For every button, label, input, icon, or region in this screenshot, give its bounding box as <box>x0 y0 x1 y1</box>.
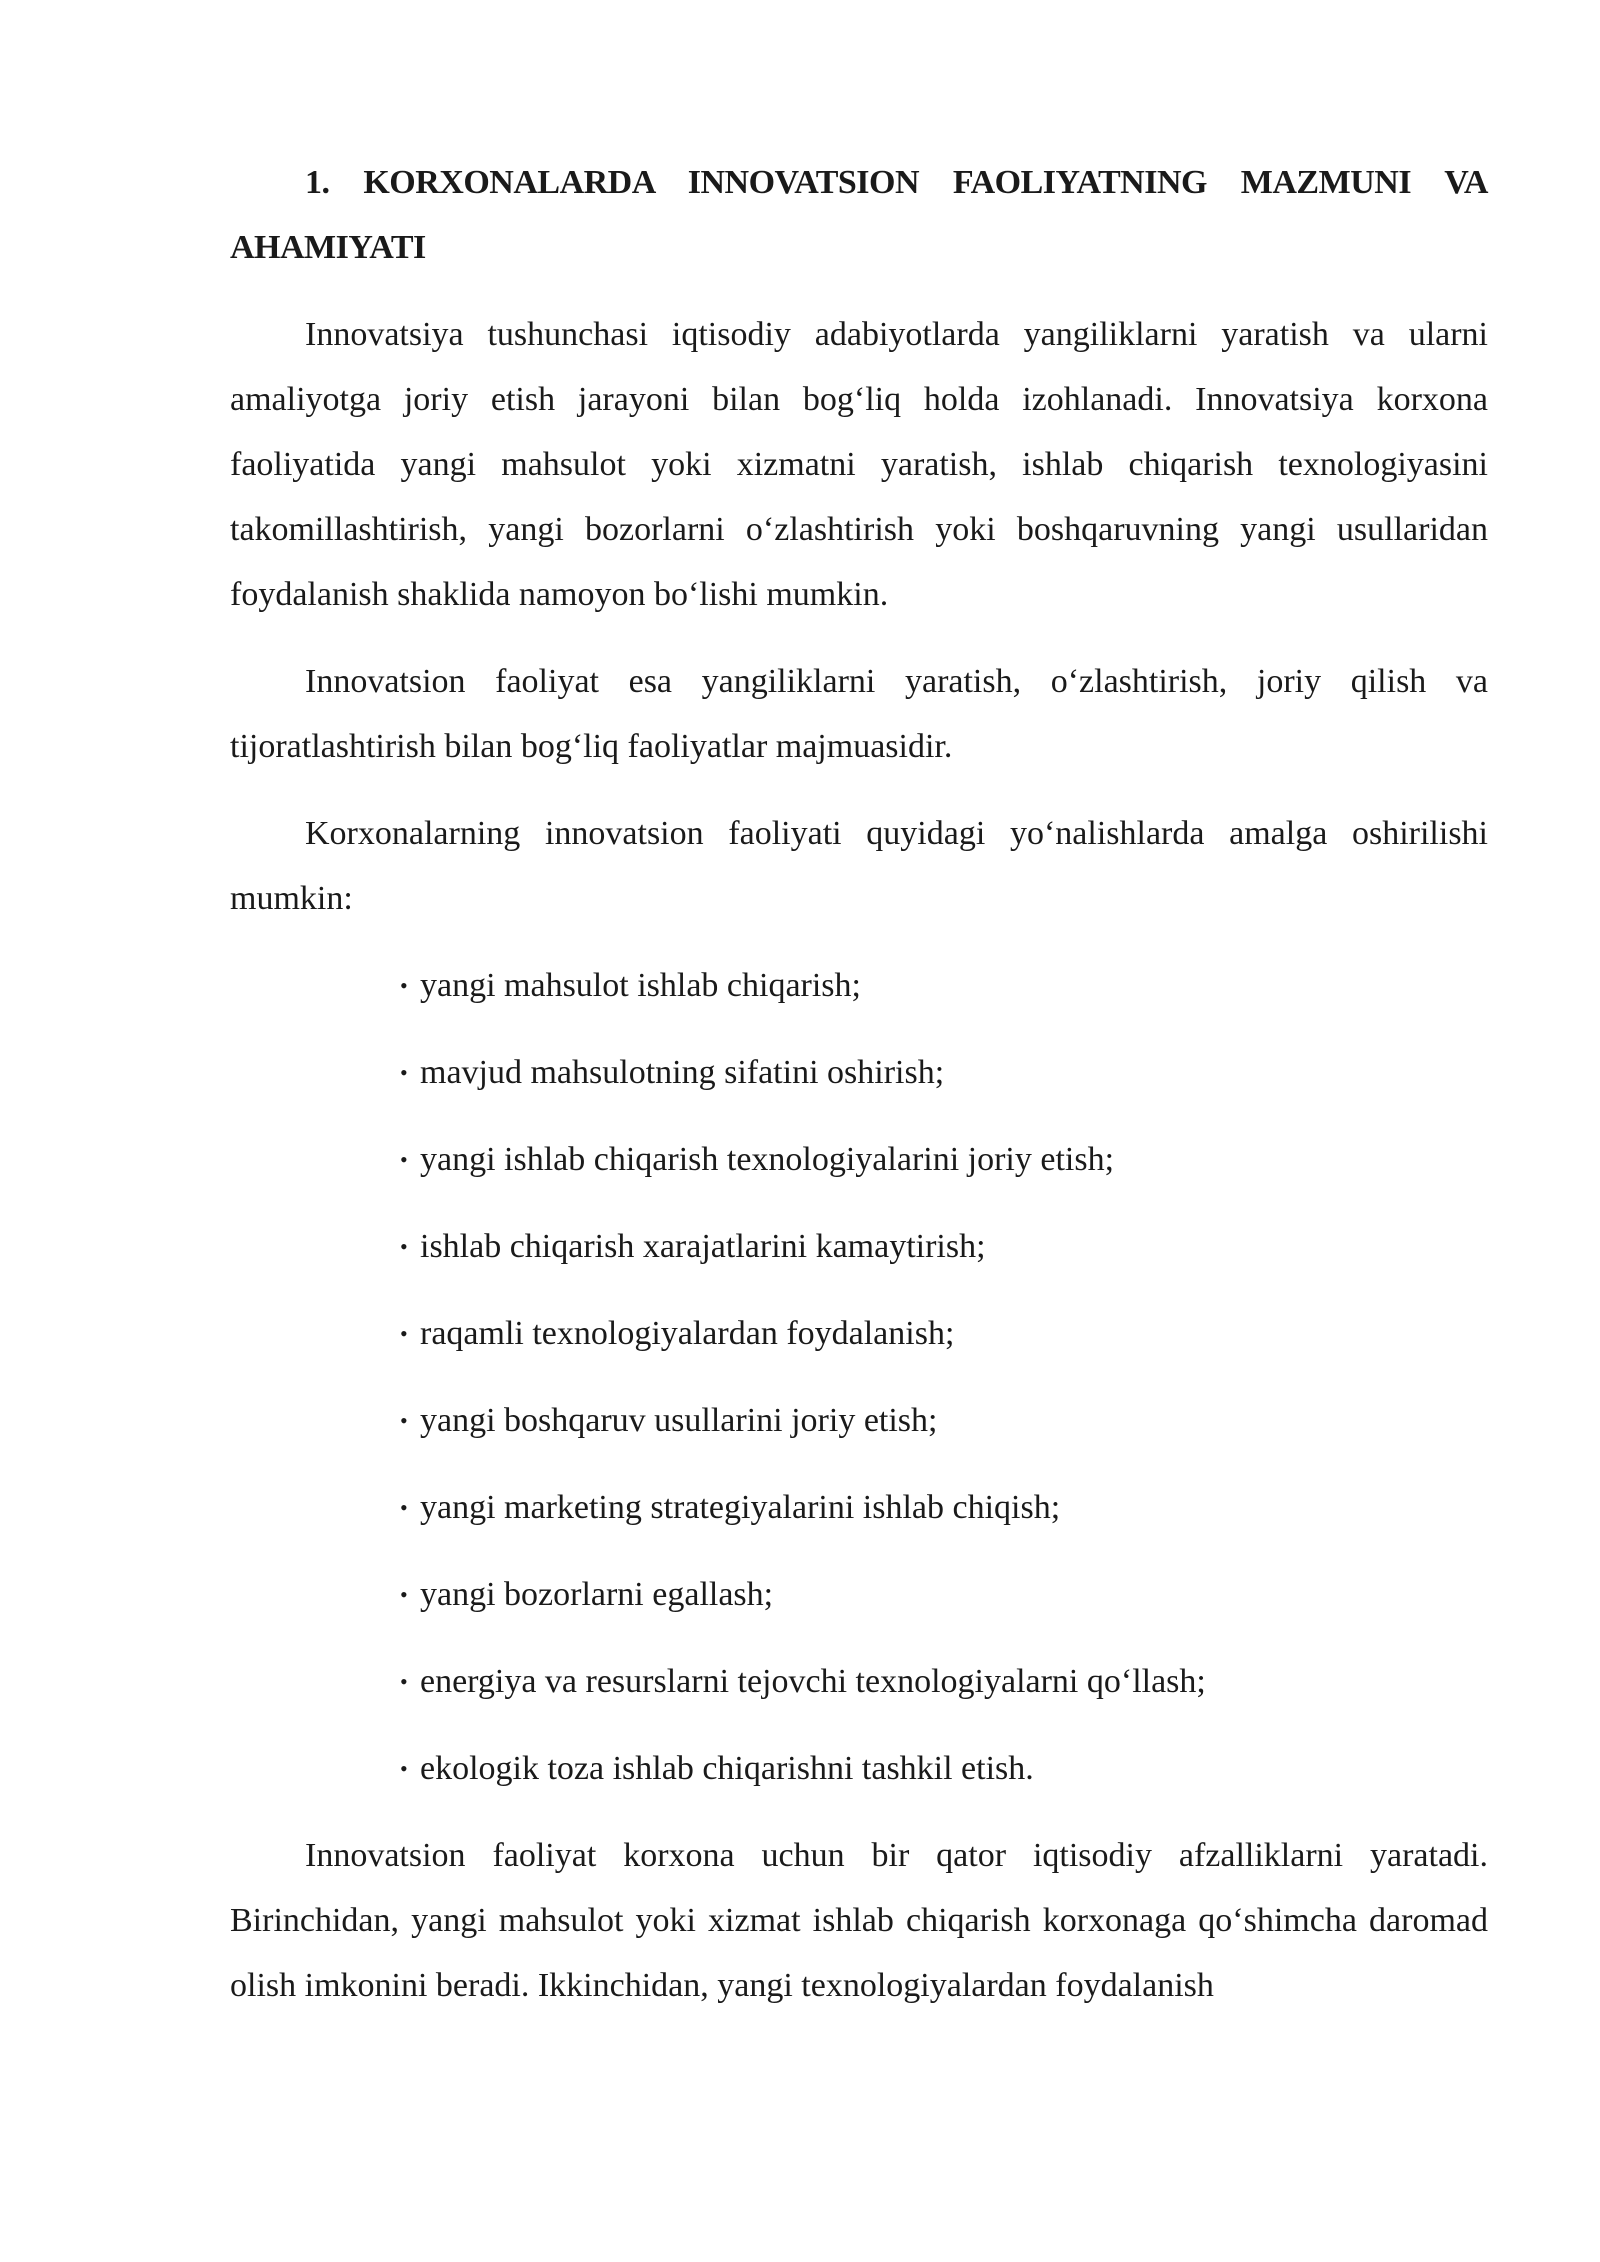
list-item-text: yangi boshqaruv usullarini joriy etish; <box>420 1402 938 1439</box>
list-item <box>400 1475 1488 1540</box>
list-item <box>400 1388 1488 1453</box>
bullet-icon: • <box>400 1234 408 1259</box>
list-item-text: raqamli texnologiyalardan foydalanish; <box>420 1315 955 1352</box>
list-item <box>400 1301 1488 1366</box>
bullet-icon: • <box>400 1495 408 1520</box>
list-item-text: ishlab chiqarish xarajatlarini kamaytirish; <box>420 1228 986 1265</box>
section-heading: 1. KORXONALARDA INNOVATSION FAOLIYATNING MAZMUNI VA AHAMIYATI <box>230 164 1488 266</box>
bullet-icon: • <box>400 1147 408 1172</box>
paragraph-directions-intro: Korxonalarning innovatsion faoliyati quyidagi yo‘nalishlarda amalga oshirilishi mumkin: <box>230 815 1488 917</box>
bullet-icon: • <box>400 1756 408 1781</box>
bullet-icon: • <box>400 1060 408 1085</box>
list-item-text: yangi marketing strategiyalarini ishlab chiqish; <box>420 1489 1061 1526</box>
list-item-text: yangi ishlab chiqarish texnologiyalarini joriy etish; <box>420 1141 1115 1178</box>
list-item <box>400 1214 1488 1279</box>
list-item-text: energiya va resurslarni tejovchi texnologiyalarni qo‘llash; <box>420 1663 1206 1700</box>
bullet-icon: • <box>400 1582 408 1607</box>
paragraph-advantages: Innovatsion faoliyat korxona uchun bir qator iqtisodiy afzalliklarni yaratadi. Birinchidan, yangi mahsulot yoki xizmat ishlab chiqarish korxonaga qo‘shimcha daromad olish imkonini beradi. Ikkinchidan, yangi texnologiyalardan foydalanish <box>230 1837 1488 2004</box>
list-item <box>400 953 1488 1018</box>
directions-list <box>230 953 1488 1801</box>
list-item <box>400 1649 1488 1714</box>
list-item <box>400 1040 1488 1105</box>
bullet-icon: • <box>400 1408 408 1433</box>
list-item-text: ekologik toza ishlab chiqarishni tashkil etish. <box>420 1750 1034 1787</box>
list-item <box>400 1736 1488 1801</box>
bullet-icon: • <box>400 1669 408 1694</box>
bullet-icon: • <box>400 973 408 998</box>
bullet-icon: • <box>400 1321 408 1346</box>
paragraph-definition: Innovatsiya tushunchasi iqtisodiy adabiyotlarda yangiliklarni yaratish va ularni amaliyotga joriy etish jarayoni bilan bog‘liq holda izohlanadi. Innovatsiya korxona faoliyatida yangi mahsulot yoki xizmatni yaratish, ishlab chiqarish texnologiyasini takomillashtirish, yangi bozorlarni o‘zlashtirish yoki boshqaruvning yangi usullaridan foydalanish shaklida namoyon bo‘lishi mumkin. <box>230 316 1488 613</box>
list-item-text: yangi bozorlarni egallash; <box>420 1576 774 1613</box>
list-item <box>400 1127 1488 1192</box>
list-item <box>400 1562 1488 1627</box>
document-page <box>230 150 1488 2040</box>
list-item-text: yangi mahsulot ishlab chiqarish; <box>420 967 861 1004</box>
paragraph-innovative-activity: Innovatsion faoliyat esa yangiliklarni yaratish, o‘zlashtirish, joriy qilish va tijoratlashtirish bilan bog‘liq faoliyatlar majmuasidir. <box>230 663 1488 765</box>
list-item-text: mavjud mahsulotning sifatini oshirish; <box>420 1054 945 1091</box>
